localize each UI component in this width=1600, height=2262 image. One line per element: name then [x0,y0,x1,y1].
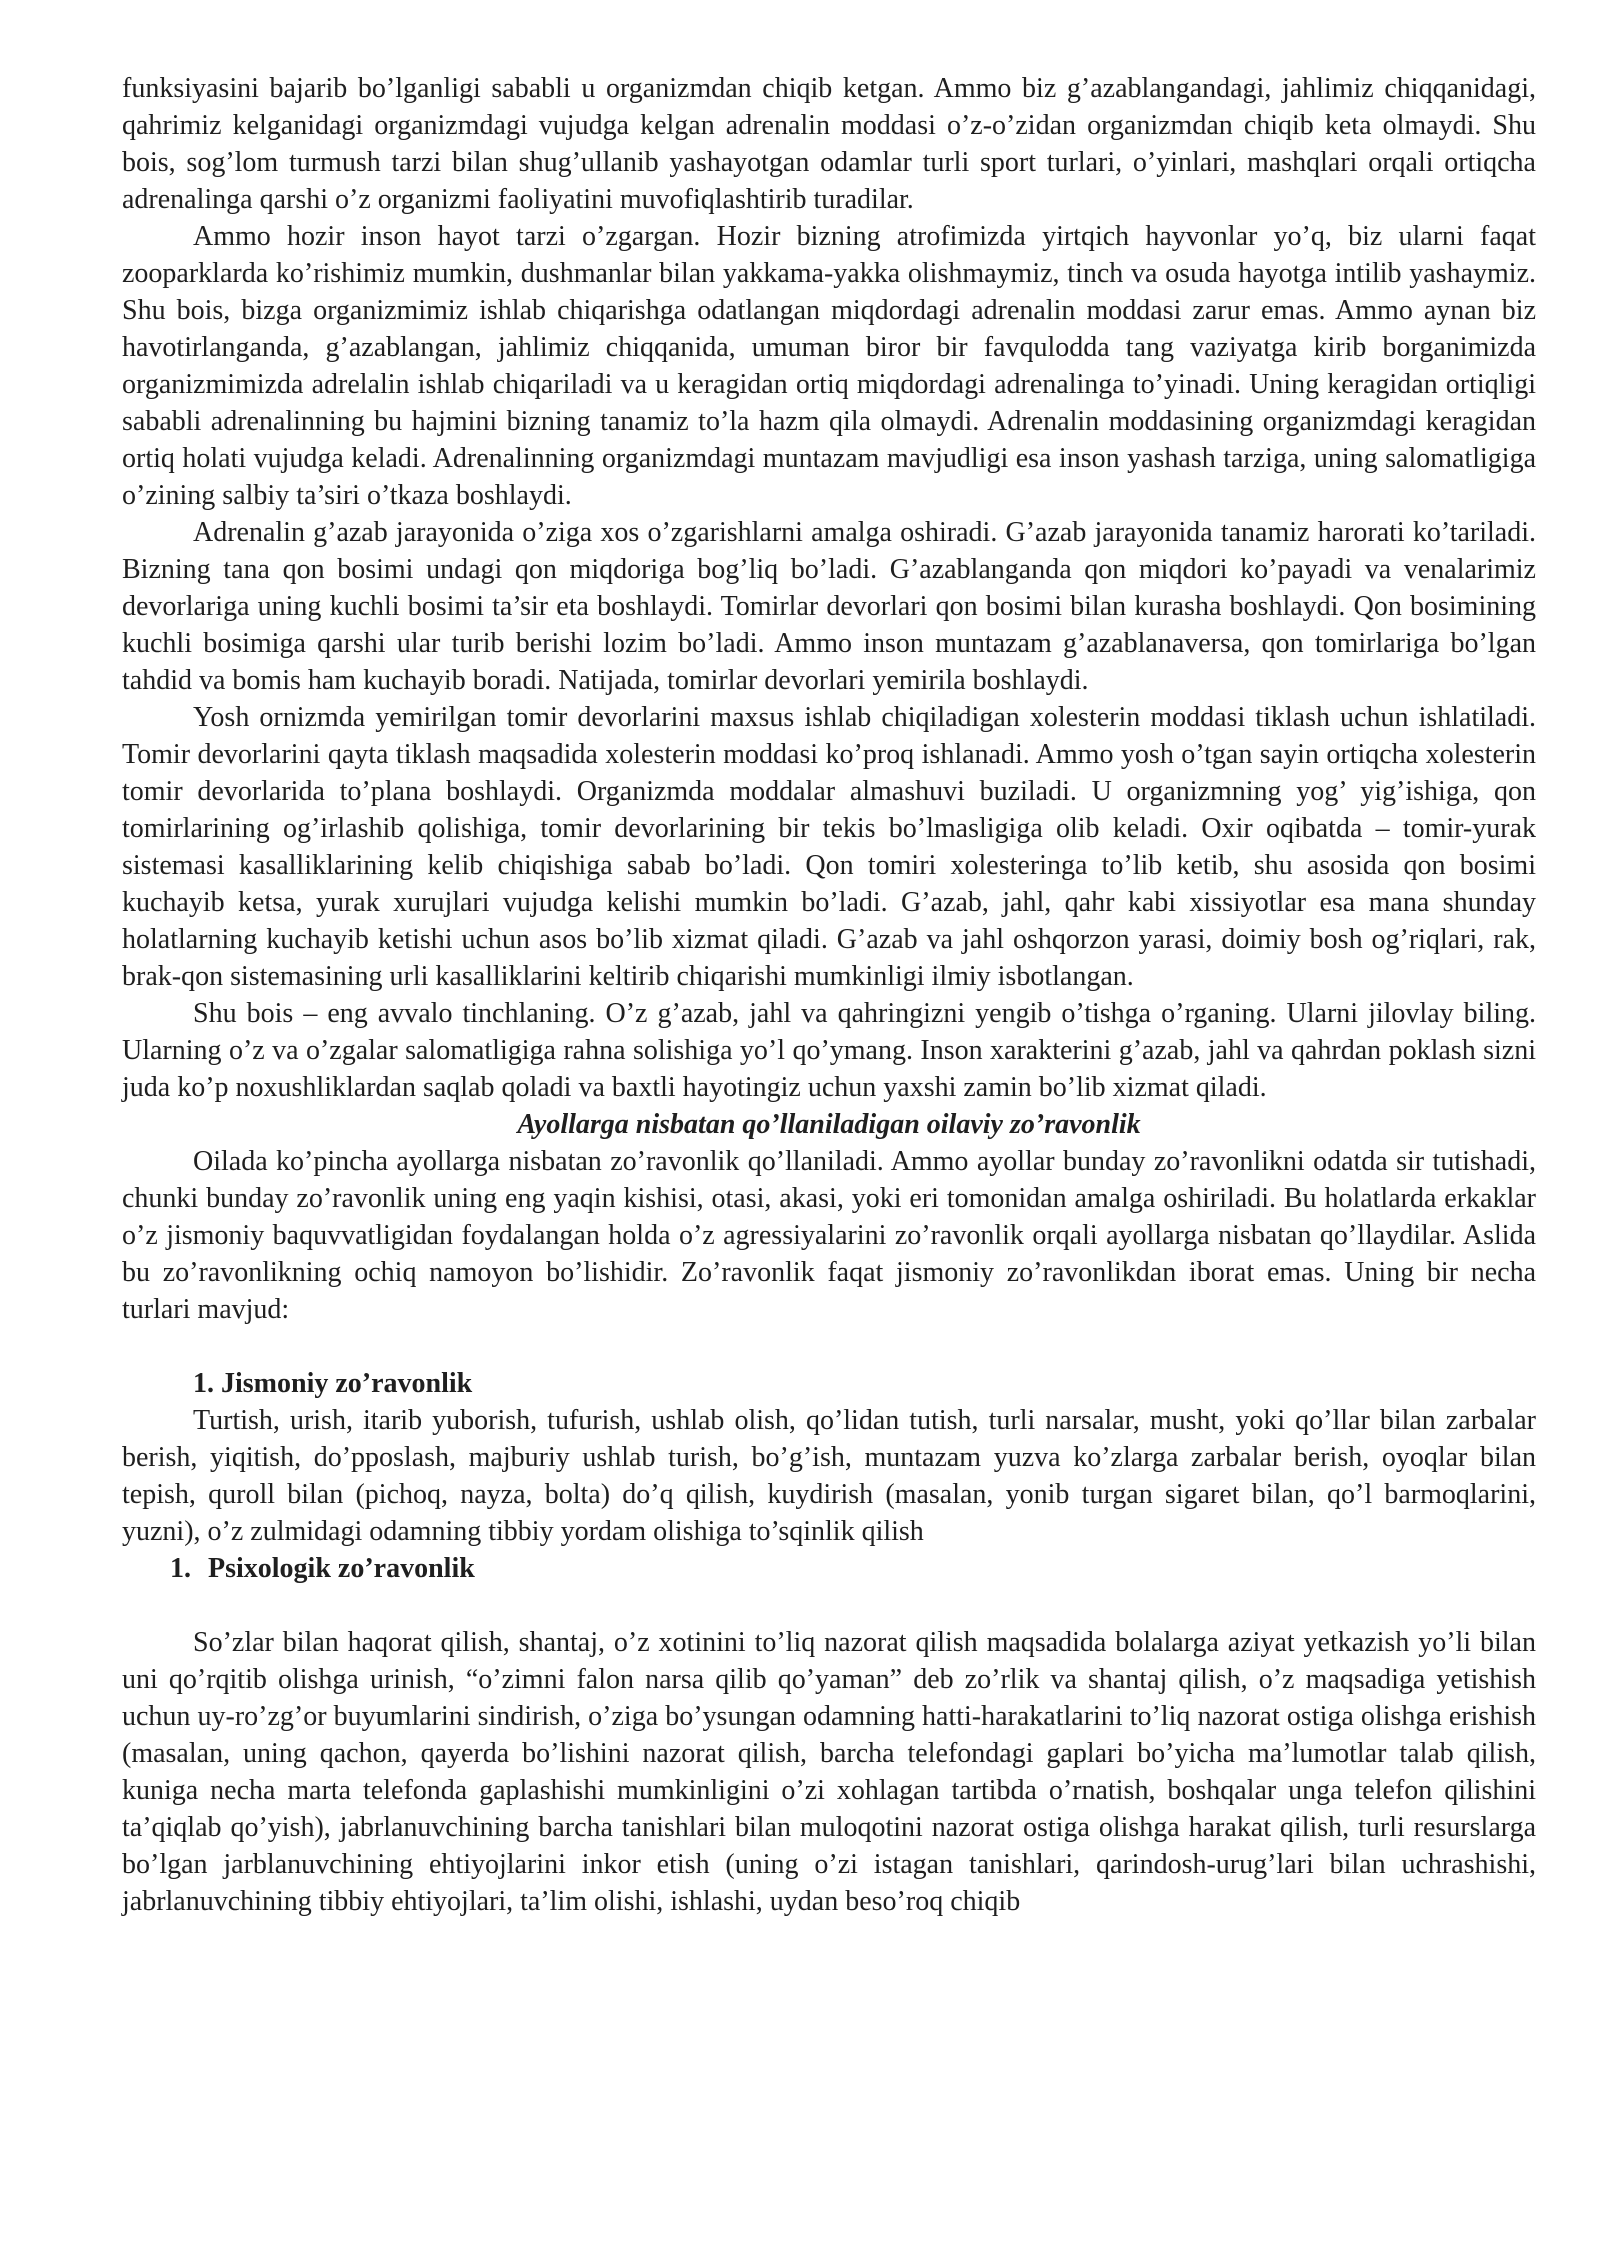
paragraph-adrenalin-intro: funksiyasini bajarib bo’lganligi sababli u organizmdan chiqib ketgan. Ammo biz g’azablangandagi, jahlimiz chiqqanidagi, qahrimiz kelganidagi organizmdagi vujudga kelgan adrenalin moddasi o’z-o’zidan organizmdan chiqib keta olmaydi. Shu bois, sog’lom turmush tarzi bilan shug’ullanib yashayotgan odamlar turli sport turlari, o’yinlari, mashqlari orqali ortiqcha adrenalinga qarshi o’z organizmi faoliyatini muvofiqlashtirib turadilar. [122,73,1536,215]
paragraph-domestic-violence: Oilada ko’pincha ayollarga nisbatan zo’ravonlik qo’llaniladi. Ammo ayollar bunday zo’ravonlikni odatda sir tutishadi, chunki bunday zo’ravonlik uning eng yaqin kishisi, otasi, akasi, yoki eri tomonidan amalga oshiriladi. Bu holatlarda erkaklar o’z jismoniy baquvvatligidan foydalangan holda o’z agressiyalarini zo’ravonlik orqali ayollarga nisbatan qo’llaydilar. Aslida bu zo’ravonlikning ochiq namoyon bo’lishidir. Zo’ravonlik faqat jismoniy zo’ravonlikdan iborat emas. Uning bir necha turlari mavjud: [122,1146,1536,1325]
paragraph-cholesterol: Yosh ornizmda yemirilgan tomir devorlarini maxsus ishlab chiqiladigan xolesterin moddasi tiklash uchun ishlatiladi. Tomir devorlarini qayta tiklash maqsadida xolesterin moddasi ko’proq ishlanadi. Ammo yosh o’tgan sayin ortiqcha xolesterin tomir devorlarida to’plana boshlaydi. Organizmda moddalar almashuvi buziladi. U organizmning yog’ yig’ishiga, qon tomirlarining og’irlashib qolishiga, tomir devorlarining bir tekis bo’lmasligiga olib keladi. Oxir oqibatda – tomir-yurak sistemasi kasalliklarining kelib chiqishiga sabab bo’ladi. Qon tomiri xolesteringa to’lib ketib, shu asosida qon bosimi kuchayib ketsa, yurak xurujlari vujudga kelishi mumkin bo’ladi. G’azab, jahl, qahr kabi xissiyotlar esa mana shunday holatlarning kuchayib ketishi uchun asos bo’lib xizmat qiladi. G’azab va jahl oshqorzon yarasi, doimiy bosh og’riqlari, rak, brak-qon sistemasining urli kasalliklarini keltirib chiqarishi mumkinligi ilmiy isbotlangan. [122,702,1536,992]
paragraph-anger-blood-pressure: Adrenalin g’azab jarayonida o’ziga xos o’zgarishlarni amalga oshiradi. G’azab jarayonida tanamiz harorati ko’tariladi. Bizning tana qon bosimi undagi qon miqdoriga bog’liq bo’ladi. G’azablanganda qon miqdori ko’payadi va venalarimiz devorlariga uning kuchli bosimi ta’sir eta boshlaydi. Tomirlar devorlari qon bosimi bilan kurasha boshlaydi. Qon bosimining kuchli bosimiga qarshi ular turib berishi lozim bo’ladi. Ammo inson muntazam g’azablanaversa, qon tomirlariga bo’lgan tahdid va bomis ham kuchayib boradi. Natijada, tomirlar devorlari yemirila boshlaydi. [122,517,1536,696]
subheading-psychological-violence [122,1550,1536,1587]
paragraph-psychological-violence: So’zlar bilan haqorat qilish, shantaj, o’z xotinini to’liq nazorat qilish maqsadida bolalarga aziyat yetkazish yo’li bilan uni qo’rqitib olishga urinish, “o’zimni falon narsa qilib qo’yaman” deb zo’rlik va shantaj qilish, o’z maqsadiga yetishish uchun uy-ro’zg’or buyumlarini sindirish, o’ziga bo’ysungan odamning hatti-harakatlarini to’liq nazorat ostiga olishga erishish (masalan, uning qachon, qayerda bo’lishini nazorat qilish, barcha telefondagi gaplari bo’yicha ma’lumotlar talab qilish, kuniga necha marta telefonda gaplashishi mumkinligini o’zi xohlagan tartibda o’rnatish, boshqalar unga telefon qilishini ta’qiqlab qo’yish), jabrlanuvchining barcha tanishlari bilan muloqotini nazorat ostiga olishga harakat qilish, turli resurslarga bo’lgan jarblanuvchining ehtiyojlarini inkor etish (uning o’zi istagan tanishlari, qarindosh-urug’lari bilan uchrashishi, jabrlanuvchining tibbiy ehtiyojlari, ta’lim olishi, ishlashi, uydan beso’roq chiqib [122,1627,1536,1917]
subheading-physical-violence: 1. Jismoniy zo’ravonlik [193,1368,473,1399]
subheading-number: 1. [170,1553,191,1584]
section-title: Ayollarga nisbatan qo’llaniladigan oilaviy zo’ravonlik [517,1109,1141,1140]
paragraph-calm-down: Shu bois – eng avvalo tinchlaning. O’z g’azab, jahl va qahringizni yengib o’tishga o’rganing. Ularni jilovlay biling. Ularning o’z va o’zgalar salomatligiga rahna solishiga yo’l qo’ymang. Inson xarakterini g’azab, jahl va qahrdan poklash sizni juda ko’p noxushliklardan saqlab qoladi va baxtli hayotingiz uchun yaxshi zamin bo’lib xizmat qiladi. [122,998,1536,1103]
spacer [122,1328,1536,1365]
paragraph-lifestyle-change: Ammo hozir inson hayot tarzi o’zgargan. Hozir bizning atrofimizda yirtqich hayvonlar yo’q, biz ularni faqat zooparklarda ko’rishimiz mumkin, dushmanlar bilan yakkama-yakka olishmaymiz, tinch va osuda hayotga intilib yashaymiz. Shu bois, bizga organizmimiz ishlab chiqarishga odatlangan miqdordagi adrenalin moddasi zarur emas. Ammo aynan biz havotirlanganda, g’azablangan, jahlimiz chiqqanida, umuman biror bir favqulodda tang vaziyatga kirib borganimizda organizmimizda adrelalin ishlab chiqariladi va u keragidan ortiq miqdordagi adrenalinga to’yinadi. Uning keragidan ortiqligi sababli adrenalinning bu hajmini bizning tanamiz to’la hazm qila olmaydi. Adrenalin moddasining organizmdagi keragidan ortiq holati vujudga keladi. Adrenalinning organizmdagi muntazam mavjudligi esa inson yashash tarziga, uning salomatligiga o’zining salbiy ta’siri o’tkaza boshlaydi. [122,221,1536,511]
document-page [122,70,1536,1920]
paragraph-physical-violence: Turtish, urish, itarib yuborish, tufurish, ushlab olish, qo’lidan tutish, turli narsalar, musht, yoki qo’llar bilan zarbalar berish, yiqitish, do’pposlash, majburiy ushlab turish, bo’g’ish, muntazam yuzva ko’zlarga zarbalar berish, oyoqlar bilan tepish, quroll bilan (pichoq, nayza, bolta) do’q qilish, kuydirish (masalan, yonib turgan sigaret bilan, qo’l barmoqlarini, yuzni), o’z zulmidagi odamning tibbiy yordam olishiga to’sqinlik qilish [122,1405,1536,1547]
subheading-text: Psixologik zo’ravonlik [208,1553,475,1584]
spacer [122,1587,1536,1624]
